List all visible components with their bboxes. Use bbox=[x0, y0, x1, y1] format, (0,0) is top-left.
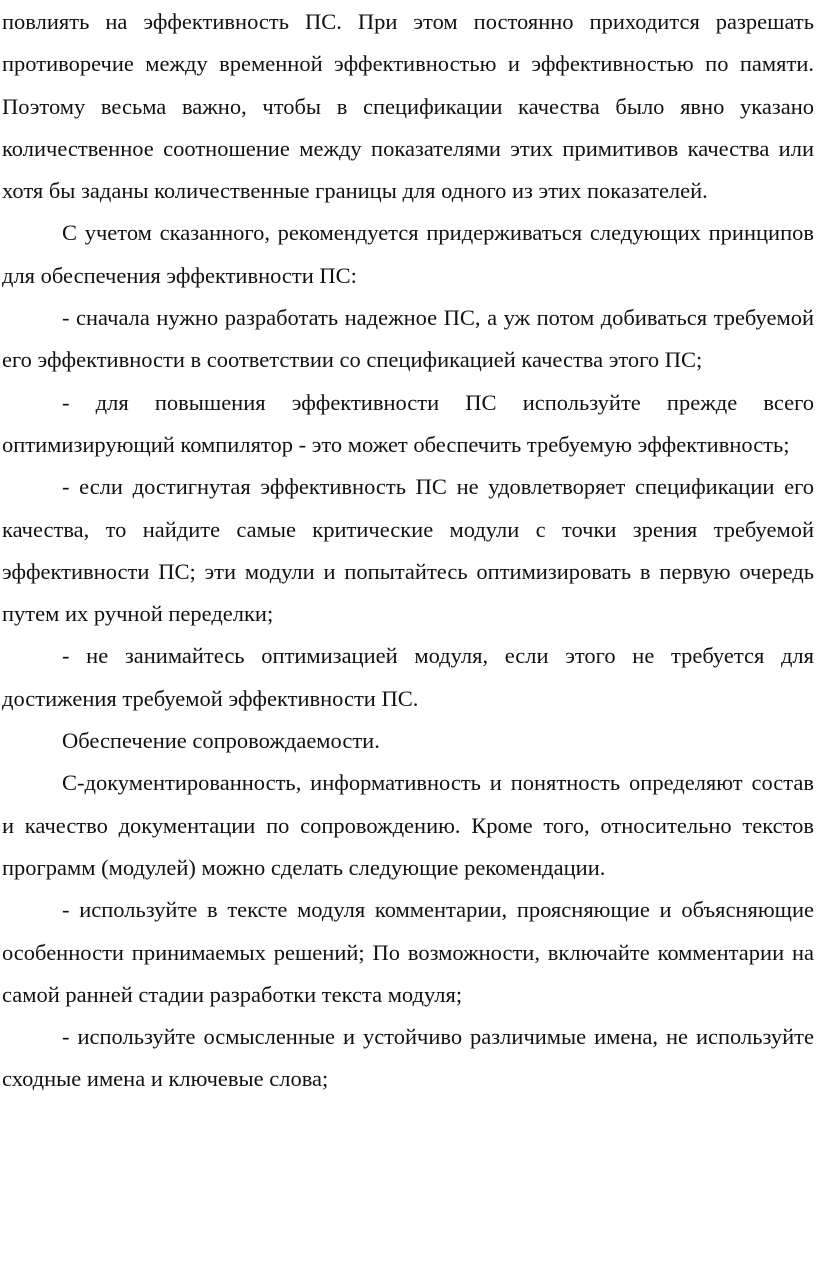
list-item-6: - используйте осмысленные и устойчиво различимые имена, не используйте сходные имена и ключевые слова; bbox=[2, 1024, 814, 1092]
list-item-1: - сначала нужно разработать надежное ПС, а уж потом добиваться требуемой его эффективности в соответствии со спецификацией качества этого ПС; bbox=[2, 305, 814, 373]
paragraph-2: С учетом сказанного, рекомендуется придерживаться следующих принципов для обеспечения эффективности ПС: bbox=[2, 220, 814, 288]
list-item-4: - не занимайтесь оптимизацией модуля, если этого не требуется для достижения требуемой эффективности ПС. bbox=[2, 643, 814, 711]
list-item-5: - используйте в тексте модуля комментарии, проясняющие и объясняющие особенности принимаемых решений; По возможности, включайте комментарии на самой ранней стадии разработки текста модуля; bbox=[2, 897, 814, 1007]
paragraph-3: С-документированность, информативность и понятность определяют состав и качество документации по сопровождению. Кроме того, относительно текстов программ (модулей) можно сделать следующие рекомендации. bbox=[2, 770, 814, 880]
list-item-3: - если достигнутая эффективность ПС не удовлетворяет спецификации его качества, то найдите самые критические модули с точки зрения требуемой эффективности ПС; эти модули и попытайтесь оптимизировать в первую очередь путем их ручной переделки; bbox=[2, 474, 814, 627]
list-item-2: - для повышения эффективности ПС используйте прежде всего оптимизирующий компилятор - это может обеспечить требуемую эффективность; bbox=[2, 389, 814, 457]
paragraph-1: повлиять на эффективность ПС. При этом постоянно приходится разрешать противоречие между временной эффективностью и эффективностью по памяти. Поэтому весьма важно, чтобы в спецификации качества было явно указано количественное соотношение между показателями этих примитивов качества или хотя бы заданы количественные границы для одного из этих показателей. bbox=[2, 9, 814, 204]
section-heading: Обеспечение сопровождаемости. bbox=[62, 728, 380, 754]
